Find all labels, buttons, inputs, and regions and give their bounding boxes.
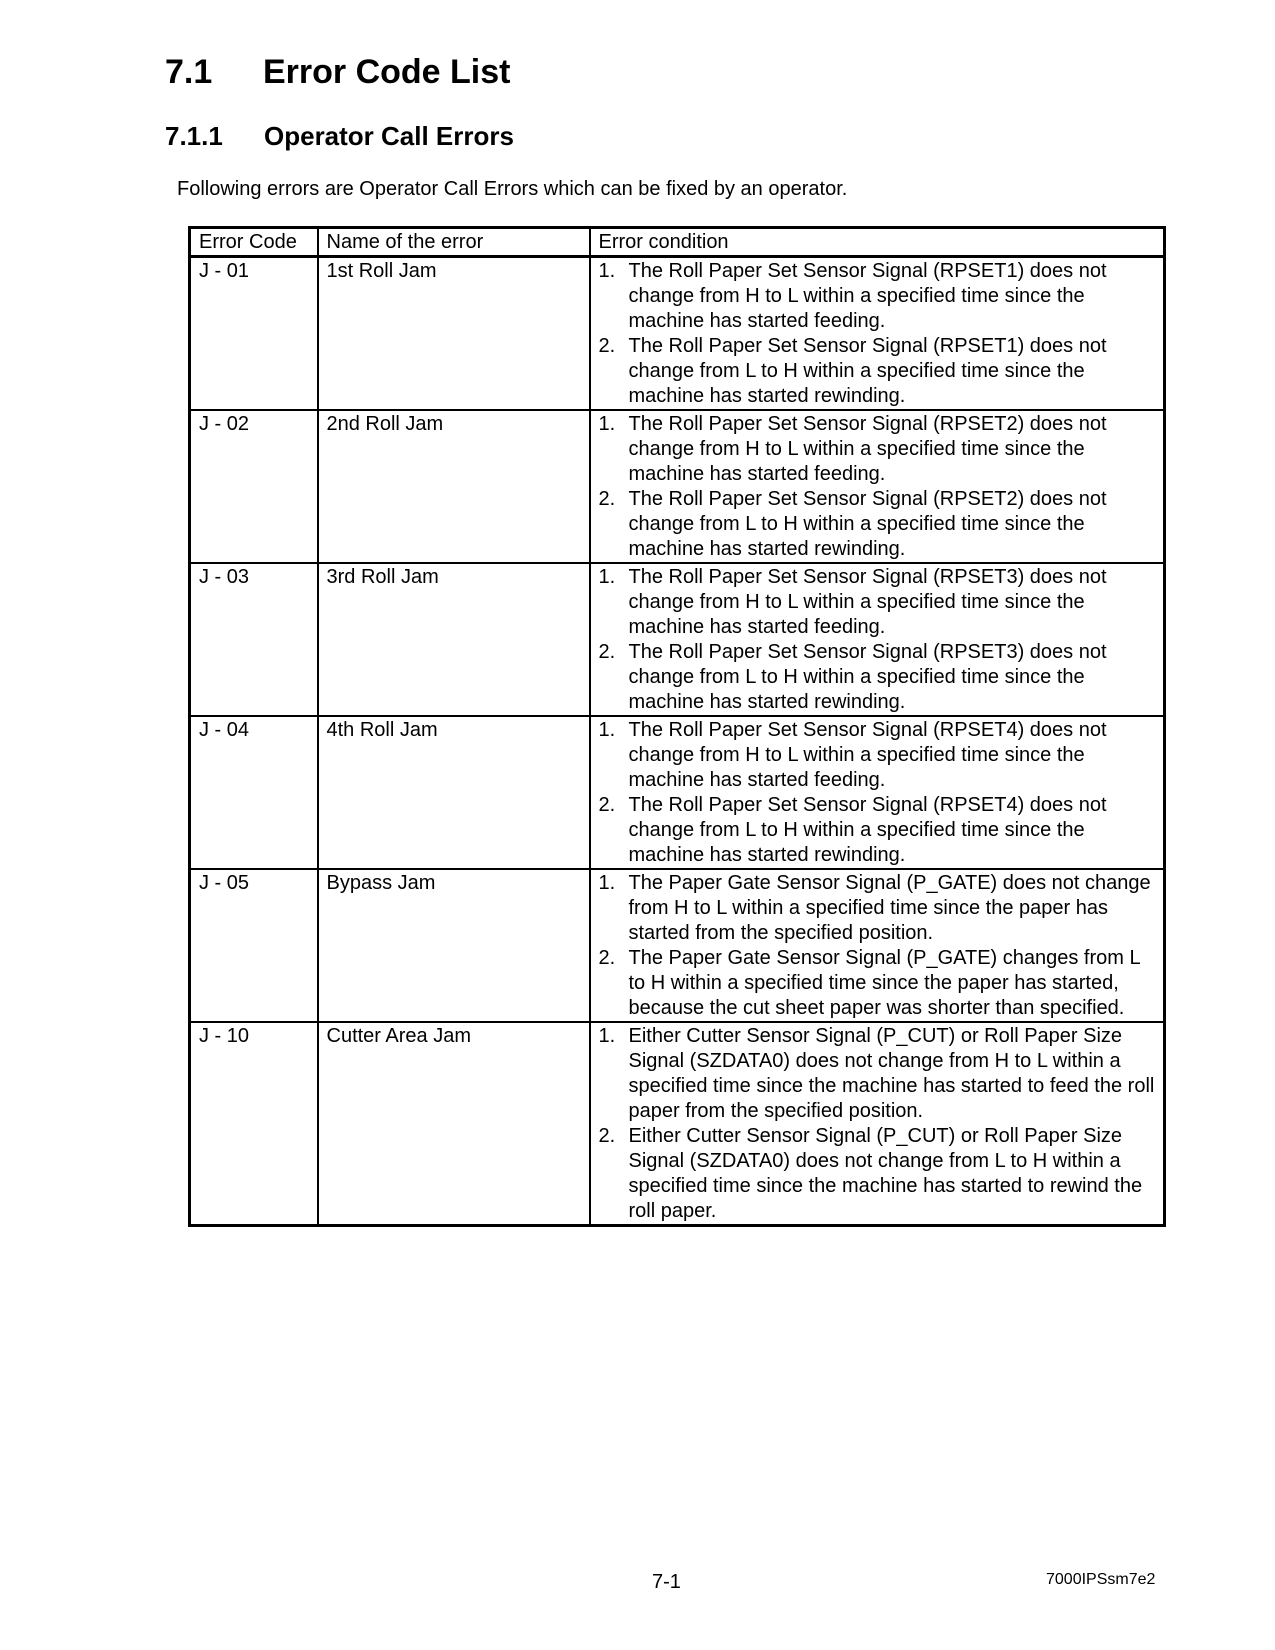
error-name-cell: 4th Roll Jam xyxy=(318,716,590,869)
document-id: 7000IPSsm7e2 xyxy=(1046,1571,1156,1588)
condition-item: 2. Either Cutter Sensor Signal (P_CUT) or Roll Paper Size Signal (SZDATA0) does not change from L to H within a specified time since the machine has started to rewind the roll paper. xyxy=(598,1125,1143,1222)
error-condition-cell xyxy=(590,563,1165,716)
header-error-code: Error Code xyxy=(190,228,318,257)
error-condition-cell xyxy=(590,1022,1165,1226)
condition-item: 2. The Roll Paper Set Sensor Signal (RPSET1) does not change from L to H within a specified time since the machine has started rewinding. xyxy=(598,335,1107,407)
error-code-cell: J - 01 xyxy=(190,257,318,411)
error-code-table xyxy=(188,226,1166,1227)
table-row xyxy=(190,257,1165,411)
condition-item: 1. The Roll Paper Set Sensor Signal (RPSET2) does not change from H to L within a specified time since the machine has started feeding. xyxy=(598,413,1107,485)
condition-item: 1. The Roll Paper Set Sensor Signal (RPSET4) does not change from H to L within a specified time since the machine has started feeding. xyxy=(598,719,1107,791)
error-code-cell: J - 02 xyxy=(190,410,318,563)
error-name-cell: Bypass Jam xyxy=(318,869,590,1022)
condition-list xyxy=(599,871,1156,1021)
condition-list xyxy=(599,1024,1156,1224)
intro-paragraph: Following errors are Operator Call Errors which can be fixed by an operator. xyxy=(177,178,848,200)
condition-item: 1. The Roll Paper Set Sensor Signal (RPSET3) does not change from H to L within a specified time since the machine has started feeding. xyxy=(598,566,1107,638)
section-heading xyxy=(165,52,510,92)
condition-list xyxy=(599,259,1156,409)
subsection-number: 7.1.1 xyxy=(165,121,223,151)
condition-item: 2. The Roll Paper Set Sensor Signal (RPSET2) does not change from L to H within a specified time since the machine has started rewinding. xyxy=(598,488,1107,560)
header-error-condition: Error condition xyxy=(590,228,1165,257)
error-code-cell: J - 04 xyxy=(190,716,318,869)
error-code-cell: J - 05 xyxy=(190,869,318,1022)
condition-list xyxy=(599,412,1156,562)
table-row xyxy=(190,716,1165,869)
table-row xyxy=(190,1022,1165,1226)
condition-list xyxy=(599,718,1156,868)
table-row xyxy=(190,563,1165,716)
error-name-cell: 3rd Roll Jam xyxy=(318,563,590,716)
table-row xyxy=(190,869,1165,1022)
error-name-cell: Cutter Area Jam xyxy=(318,1022,590,1226)
error-condition-cell xyxy=(590,869,1165,1022)
subsection-heading xyxy=(165,120,514,152)
error-name-cell: 2nd Roll Jam xyxy=(318,410,590,563)
section-title: Error Code List xyxy=(263,53,511,91)
error-condition-cell xyxy=(590,257,1165,411)
condition-item: 1. Either Cutter Sensor Signal (P_CUT) or Roll Paper Size Signal (SZDATA0) does not change from H to L within a specified time since the machine has started to feed the roll paper from the specified position. xyxy=(598,1025,1155,1122)
error-name-cell: 1st Roll Jam xyxy=(318,257,590,411)
condition-item: 2. The Paper Gate Sensor Signal (P_GATE) changes from L to H within a specified time since the paper has started, because the cut sheet paper was shorter than specified. xyxy=(598,947,1140,1019)
error-condition-cell xyxy=(590,410,1165,563)
condition-item: 1. The Paper Gate Sensor Signal (P_GATE) does not change from H to L within a specified time since the paper has started from the specified position. xyxy=(598,872,1151,944)
page-number: 7-1 xyxy=(652,1571,681,1593)
table-row xyxy=(190,410,1165,563)
header-error-name: Name of the error xyxy=(318,228,590,257)
condition-item: 1. The Roll Paper Set Sensor Signal (RPSET1) does not change from H to L within a specified time since the machine has started feeding. xyxy=(598,260,1107,332)
error-code-cell: J - 10 xyxy=(190,1022,318,1226)
condition-list xyxy=(599,565,1156,715)
condition-item: 2. The Roll Paper Set Sensor Signal (RPSET4) does not change from L to H within a specified time since the machine has started rewinding. xyxy=(598,794,1107,866)
condition-item: 2. The Roll Paper Set Sensor Signal (RPSET3) does not change from L to H within a specified time since the machine has started rewinding. xyxy=(598,641,1107,713)
error-condition-cell xyxy=(590,716,1165,869)
subsection-title: Operator Call Errors xyxy=(264,121,514,151)
table-header-row xyxy=(190,228,1165,257)
error-code-cell: J - 03 xyxy=(190,563,318,716)
section-number: 7.1 xyxy=(165,53,213,91)
